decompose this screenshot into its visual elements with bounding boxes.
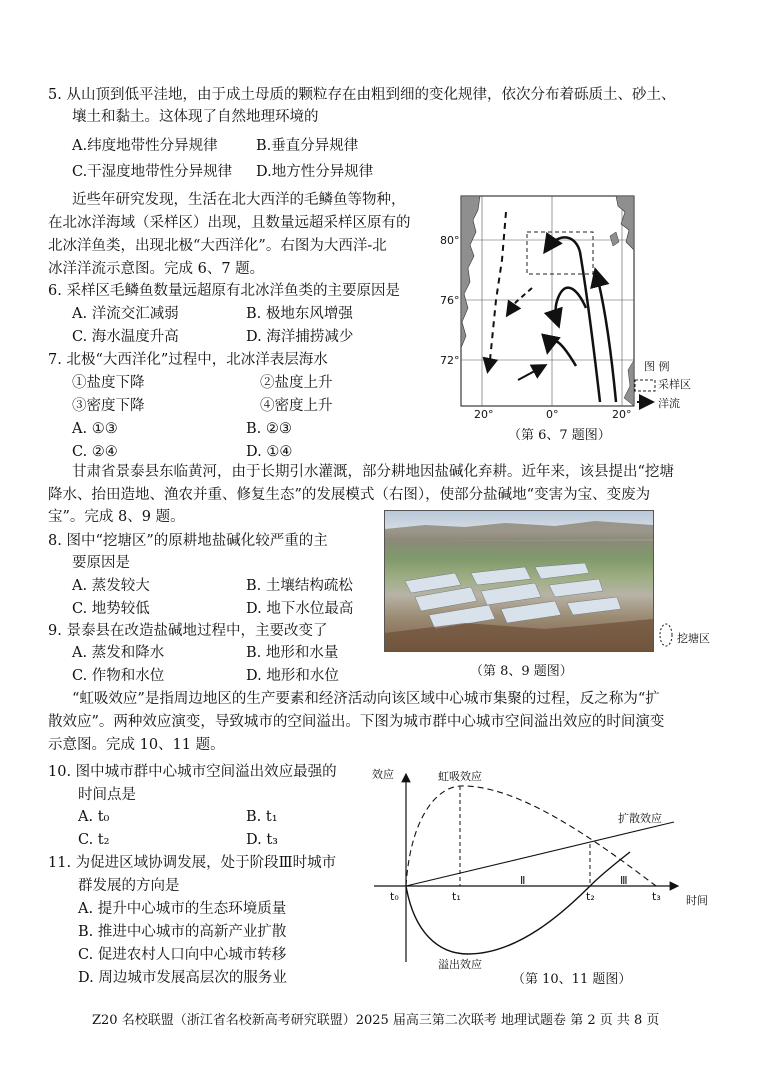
q7-option-d: D. ①④	[246, 444, 293, 460]
q6-option-d: D. 海洋捕捞减少	[246, 329, 354, 345]
lon-20e-label: 20°	[612, 408, 632, 421]
photo-ponds	[405, 563, 621, 629]
intro1011-line3: 示意图。完成 10、11 题。	[48, 737, 225, 753]
q7-item3: ③密度下降	[72, 398, 145, 414]
intro89-line2: 降水、抬田造地、渔农并重、修复生态”的发展模式（右图），使部分盐碱地“变害为宝、变废为	[48, 487, 651, 503]
q7-option-b: B. ②③	[246, 421, 292, 437]
siphon-effect-curve	[406, 786, 656, 886]
ocean-current-map	[440, 190, 708, 444]
q11-option-d: D. 周边城市发展高层次的服务业	[78, 970, 287, 986]
t0-label: t₀	[390, 890, 399, 903]
q7-option-a: A. ①③	[72, 421, 118, 437]
q8-option-b: B. 土壤结构疏松	[246, 578, 353, 594]
q8-option-d: D. 地下水位最高	[246, 601, 354, 617]
q7-stem: 7. 北极“大西洋化”过程中，北冰洋表层海水	[48, 352, 328, 368]
q10-option-d: D. t₃	[246, 832, 278, 848]
intro1011-line1: “虹吸效应”是指周边地区的生产要素和经济活动向该区域中心城市集聚的过程，反之称为“扩	[72, 691, 660, 707]
q8-option-c: C. 地势较低	[72, 601, 150, 617]
q11-option-b: B. 推进中心城市的高新产业扩散	[78, 924, 287, 940]
q7-item4: ④密度上升	[260, 398, 333, 414]
saline-land-photo	[384, 510, 654, 652]
map67-caption: （第 6、7 题图）	[508, 428, 611, 443]
graph1011-caption: （第 10、11 题图）	[512, 972, 632, 987]
q11-stem-line1: 11. 为促进区域协调发展，处于阶段Ⅲ时城市	[48, 855, 337, 871]
photo-mountains	[385, 521, 653, 541]
q11-option-c: C. 促进农村人口向中心城市转移	[78, 947, 287, 963]
photo89-caption: （第 8、9 题图）	[470, 664, 573, 679]
q7-option-c: C. ②④	[72, 444, 118, 460]
intro89-line1: 甘肃省景泰县东临黄河，由于长期引水灌溉，部分耕地因盐碱化弃耕。近年来，该县提出“挖塘	[72, 464, 674, 480]
lat-80-label: 80°	[440, 234, 460, 247]
t1-label: t₁	[452, 890, 461, 903]
q5-option-a: A.纬度地带性分异规律	[72, 138, 218, 154]
q10-option-c: C. t₂	[78, 832, 110, 848]
intro1011-line2: 散效应”。两种效应演变，导致城市的空间溢出。下图为城市群中心城市空间溢出效应的时间演变	[48, 714, 665, 730]
lon-20w-label: 20°	[474, 408, 494, 421]
page-footer: Z20 名校联盟（浙江省名校新高考研究联盟）2025 届高三第二次联考 地理试题卷 第 2 页 共 8 页	[92, 1013, 660, 1028]
q7-item2: ②盐度上升	[260, 375, 333, 391]
pond-area-legend-label: 挖塘区	[677, 632, 710, 645]
q10-option-a: A. t₀	[78, 809, 110, 825]
q7-item1: ①盐度下降	[72, 375, 145, 391]
q5-option-c: C.干湿度地带性分异规律	[72, 164, 233, 180]
spillover-effect-curve	[406, 852, 630, 954]
q5-option-b: B.垂直分异规律	[256, 138, 359, 154]
pond-area-legend-symbol	[658, 622, 674, 648]
spillover-effect-svg	[368, 762, 718, 970]
legend-current-label: 洋流	[658, 397, 680, 410]
legend-title: 图 例	[644, 360, 670, 373]
q8-stem-line1: 8. 图中“挖塘区”的原耕地盐碱化较严重的主	[48, 533, 328, 549]
q10-option-b: B. t₁	[246, 809, 278, 825]
spillover-effect-diagram	[368, 762, 718, 970]
siphon-effect-label: 虹吸效应	[438, 770, 482, 783]
q10-stem-line1: 10. 图中城市群中心城市空间溢出效应最强的	[48, 764, 337, 780]
stage3-label: Ⅲ	[620, 874, 628, 887]
x-axis-label: 时间	[686, 894, 708, 907]
q6-option-c: C. 海水温度升高	[72, 329, 179, 345]
q5-stem-line2: 壤土和黏土。这体现了自然地理环境的	[72, 109, 319, 125]
q8-stem-line2: 要原因是	[72, 555, 130, 571]
q11-stem-line2: 群发展的方向是	[78, 878, 180, 894]
q6-option-a: A. 洋流交汇减弱	[72, 306, 179, 322]
y-axis-label: 效应	[372, 768, 394, 781]
intro67-line3: 北冰洋鱼类，出现北极“大西洋化”。右图为大西洋-北	[48, 238, 387, 254]
q6-stem: 6. 采样区毛鳞鱼数量远超原有北冰洋鱼类的主要原因是	[48, 283, 400, 299]
q5-stem-line1: 5. 从山顶到低平洼地，由于成土母质的颗粒存在由粗到细的变化规律，依次分布着砾质土、砂土、	[48, 87, 676, 103]
q5-option-d: D.地方性分异规律	[256, 164, 374, 180]
spillover-effect-label: 溢出效应	[438, 958, 482, 971]
lat-76-label: 76°	[440, 294, 460, 307]
q9-option-c: C. 作物和水位	[72, 668, 165, 684]
legend-sample-label: 采样区	[658, 378, 691, 391]
q9-option-d: D. 地形和水位	[246, 668, 339, 684]
photo-fields	[385, 619, 653, 651]
intro67-line1: 近些年研究发现，生活在北大西洋的毛鳞鱼等物种，	[72, 192, 406, 208]
diffusion-effect-line	[406, 822, 674, 886]
q9-option-b: B. 地形和水量	[246, 645, 339, 661]
lat-72-label: 72°	[440, 354, 460, 367]
q10-stem-line2: 时间点是	[78, 787, 136, 803]
stage2-label: Ⅱ	[520, 874, 526, 887]
legend-sample-symbol	[635, 380, 655, 391]
q11-option-a: A. 提升中心城市的生态环境质量	[78, 901, 287, 917]
intro67-line2: 在北冰洋海域（采样区）出现，且数量远超采样区原有的	[48, 215, 411, 231]
t2-label: t₂	[586, 890, 595, 903]
t3-label: t₃	[652, 890, 661, 903]
diffusion-effect-label: 扩散效应	[618, 812, 662, 825]
q9-option-a: A. 蒸发和降水	[72, 645, 165, 661]
photo-overlay-svg	[385, 511, 653, 651]
q8-option-a: A. 蒸发较大	[72, 578, 150, 594]
intro89-line3: 宝”。完成 8、9 题。	[48, 509, 185, 525]
lon-0-label: 0°	[546, 408, 559, 421]
q9-stem: 9. 景泰县在改造盐碱地过程中，主要改变了	[48, 623, 328, 639]
intro67-line4: 冰洋洋流示意图。完成 6、7 题。	[48, 261, 265, 277]
q6-option-b: B. 极地东风增强	[246, 306, 353, 322]
map-frame	[461, 196, 634, 406]
